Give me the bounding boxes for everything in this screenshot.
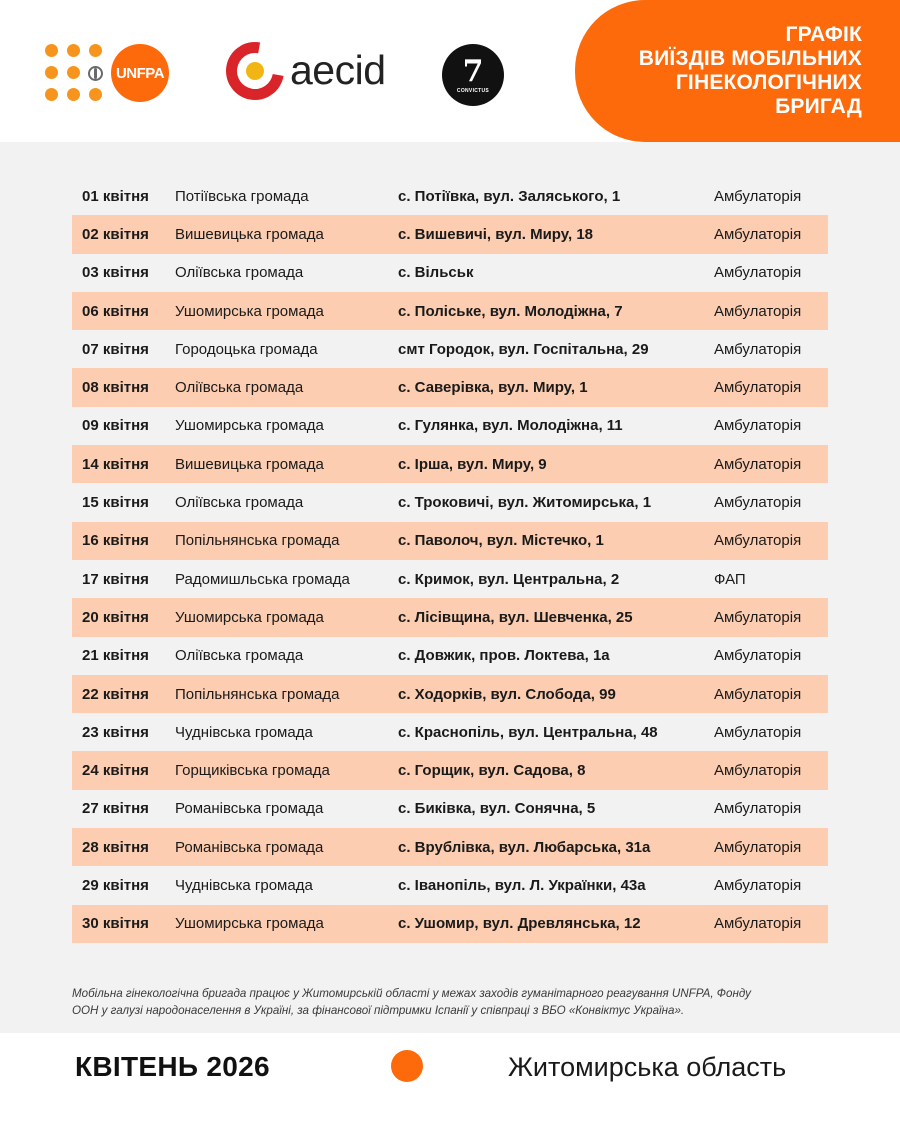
community-cell: Ушомирська громада	[175, 417, 324, 435]
table-row	[72, 215, 828, 253]
date-cell: 29 квітня	[82, 876, 149, 894]
table-row	[72, 675, 828, 713]
community-cell: Чуднівська громада	[175, 723, 313, 741]
table-row	[72, 866, 828, 904]
unfpa-dot-icon	[67, 44, 80, 57]
address-cell: с. Ушомир, вул. Древлянська, 12	[398, 915, 641, 933]
title-line: ГІНЕКОЛОГІЧНИХ	[675, 71, 862, 94]
address-cell: с. Троковичі, вул. Житомирська, 1	[398, 494, 652, 512]
address-cell: с. Краснопіль, вул. Центральна, 48	[398, 723, 658, 741]
footnote	[72, 985, 832, 1019]
address-cell: с. Ірша, вул. Миру, 9	[398, 455, 547, 473]
unfpa-logo-text: UNFPA	[115, 64, 165, 82]
table-row	[72, 445, 828, 483]
footnote-line: Мобільна гінекологічна бригада працює у Житомирській області у межах заходів гуманітарного реагування UNFPA, Фонду	[72, 987, 751, 1000]
aecid-logo	[226, 42, 391, 108]
convictus-logo	[442, 44, 504, 106]
facility-type-cell: Амбулаторія	[714, 723, 802, 741]
region-label: Житомирська область	[508, 1052, 787, 1082]
community-cell: Горщиківська громада	[175, 762, 330, 780]
title-line: ВИЇЗДІВ МОБІЛЬНИХ	[638, 47, 862, 70]
title-line: ГРАФІК	[785, 23, 862, 46]
community-cell: Попільнянська громада	[175, 685, 340, 703]
unfpa-dot-icon	[67, 66, 80, 79]
community-cell: Ушомирська громада	[175, 915, 324, 933]
address-cell: с. Саверівка, вул. Миру, 1	[398, 379, 588, 397]
community-cell: Ушомирська громада	[175, 608, 324, 626]
title-banner	[575, 0, 900, 142]
date-cell: 20 квітня	[82, 608, 149, 626]
address-cell: с. Врублівка, вул. Любарська, 31а	[398, 838, 651, 856]
facility-type-cell: Амбулаторія	[714, 264, 802, 282]
facility-type-cell: Амбулаторія	[714, 340, 802, 358]
date-cell: 14 квітня	[82, 455, 149, 473]
convictus-mark-icon: 7	[462, 54, 484, 89]
date-cell: 06 квітня	[82, 302, 149, 320]
footer	[0, 1033, 900, 1125]
facility-type-cell: Амбулаторія	[714, 838, 802, 856]
table-row	[72, 330, 828, 368]
table-row	[72, 292, 828, 330]
table-row	[72, 713, 828, 751]
facility-type-cell: Амбулаторія	[714, 608, 802, 626]
un-emblem-icon	[88, 66, 103, 81]
unfpa-dot-icon	[89, 44, 102, 57]
table-row	[72, 407, 828, 445]
community-cell: Чуднівська громада	[175, 876, 313, 894]
unfpa-dot-icon	[45, 44, 58, 57]
address-cell: с. Ходорків, вул. Слобода, 99	[398, 685, 616, 703]
table-row	[72, 177, 828, 215]
community-cell: Вишевицька громада	[175, 455, 324, 473]
table-row	[72, 598, 828, 636]
unfpa-logo	[45, 44, 175, 102]
address-cell: с. Довжик, пров. Локтева, 1а	[398, 647, 610, 665]
address-cell: с. Горщик, вул. Садова, 8	[398, 762, 586, 780]
date-cell: 15 квітня	[82, 494, 149, 512]
table-row	[72, 368, 828, 406]
table-row	[72, 560, 828, 598]
date-cell: 17 квітня	[82, 570, 149, 588]
date-cell: 08 квітня	[82, 379, 149, 397]
facility-type-cell: Амбулаторія	[714, 876, 802, 894]
community-cell: Романівська громада	[175, 838, 324, 856]
table-row	[72, 828, 828, 866]
unfpa-dot-icon	[89, 88, 102, 101]
facility-type-cell: Амбулаторія	[714, 532, 802, 550]
page-title	[639, 23, 862, 119]
community-cell: Ушомирська громада	[175, 302, 324, 320]
community-cell: Оліївська громада	[175, 379, 304, 397]
address-cell: с. Гулянка, вул. Молодіжна, 11	[398, 417, 623, 435]
date-cell: 30 квітня	[82, 915, 149, 933]
separator-dot-icon	[391, 1050, 423, 1082]
address-cell: с. Вільськ	[398, 264, 474, 282]
table-row	[72, 905, 828, 943]
facility-type-cell: Амбулаторія	[714, 762, 802, 780]
convictus-logo-text: CONVICTUS	[456, 88, 490, 94]
table-row	[72, 483, 828, 521]
aecid-logo-text: aecid	[290, 47, 386, 93]
date-cell: 09 квітня	[82, 417, 149, 435]
unfpa-dot-icon	[67, 88, 80, 101]
table-row	[72, 522, 828, 560]
schedule-table	[72, 177, 828, 943]
facility-type-cell: Амбулаторія	[714, 379, 802, 397]
facility-type-cell: Амбулаторія	[714, 302, 802, 320]
title-line: БРИГАД	[775, 95, 862, 118]
table-row	[72, 637, 828, 675]
date-cell: 23 квітня	[82, 723, 149, 741]
date-cell: 01 квітня	[82, 187, 149, 205]
table-row	[72, 790, 828, 828]
community-cell: Вишевицька громада	[175, 225, 324, 243]
unfpa-dot-icon	[45, 66, 58, 79]
facility-type-cell: ФАП	[714, 570, 746, 588]
address-cell: с. Паволоч, вул. Містечко, 1	[398, 532, 604, 550]
date-cell: 21 квітня	[82, 647, 149, 665]
facility-type-cell: Амбулаторія	[714, 915, 802, 933]
date-cell: 03 квітня	[82, 264, 149, 282]
address-cell: с. Іванопіль, вул. Л. Українки, 43а	[398, 876, 646, 894]
date-cell: 16 квітня	[82, 532, 149, 550]
community-cell: Радомишльська громада	[175, 570, 350, 588]
address-cell: с. Поліське, вул. Молодіжна, 7	[398, 302, 623, 320]
footnote-line: ООН у галузі народонаселення в Україні, за фінансової підтримки Іспанії у співпраці з ВБО «Конвіктус Україна».	[72, 1004, 685, 1017]
aecid-dot-icon	[246, 62, 264, 80]
community-cell: Оліївська громада	[175, 264, 304, 282]
date-cell: 07 квітня	[82, 340, 149, 358]
facility-type-cell: Амбулаторія	[714, 187, 802, 205]
table-row	[72, 254, 828, 292]
facility-type-cell: Амбулаторія	[714, 417, 802, 435]
address-cell: с. Вишевичі, вул. Миру, 18	[398, 225, 593, 243]
facility-type-cell: Амбулаторія	[714, 494, 802, 512]
community-cell: Романівська громада	[175, 800, 324, 818]
address-cell: смт Городок, вул. Госпітальна, 29	[398, 340, 649, 358]
facility-type-cell: Амбулаторія	[714, 800, 802, 818]
community-cell: Потіївська громада	[175, 187, 309, 205]
date-cell: 27 квітня	[82, 800, 149, 818]
month-label: КВІТЕНЬ 2026	[75, 1051, 270, 1082]
unfpa-circle	[111, 44, 169, 102]
facility-type-cell: Амбулаторія	[714, 647, 802, 665]
date-cell: 02 квітня	[82, 225, 149, 243]
date-cell: 28 квітня	[82, 838, 149, 856]
address-cell: с. Потіївка, вул. Заляського, 1	[398, 187, 621, 205]
community-cell: Оліївська громада	[175, 494, 304, 512]
community-cell: Попільнянська громада	[175, 532, 340, 550]
facility-type-cell: Амбулаторія	[714, 455, 802, 473]
address-cell: с. Лісівщина, вул. Шевченка, 25	[398, 608, 633, 626]
date-cell: 22 квітня	[82, 685, 149, 703]
unfpa-dot-icon	[45, 88, 58, 101]
date-cell: 24 квітня	[82, 762, 149, 780]
facility-type-cell: Амбулаторія	[714, 225, 802, 243]
header	[0, 0, 900, 142]
community-cell: Городоцька громада	[175, 340, 318, 358]
address-cell: с. Кримок, вул. Центральна, 2	[398, 570, 620, 588]
address-cell: с. Биківка, вул. Сонячна, 5	[398, 800, 596, 818]
community-cell: Оліївська громада	[175, 647, 304, 665]
table-row	[72, 751, 828, 789]
facility-type-cell: Амбулаторія	[714, 685, 802, 703]
